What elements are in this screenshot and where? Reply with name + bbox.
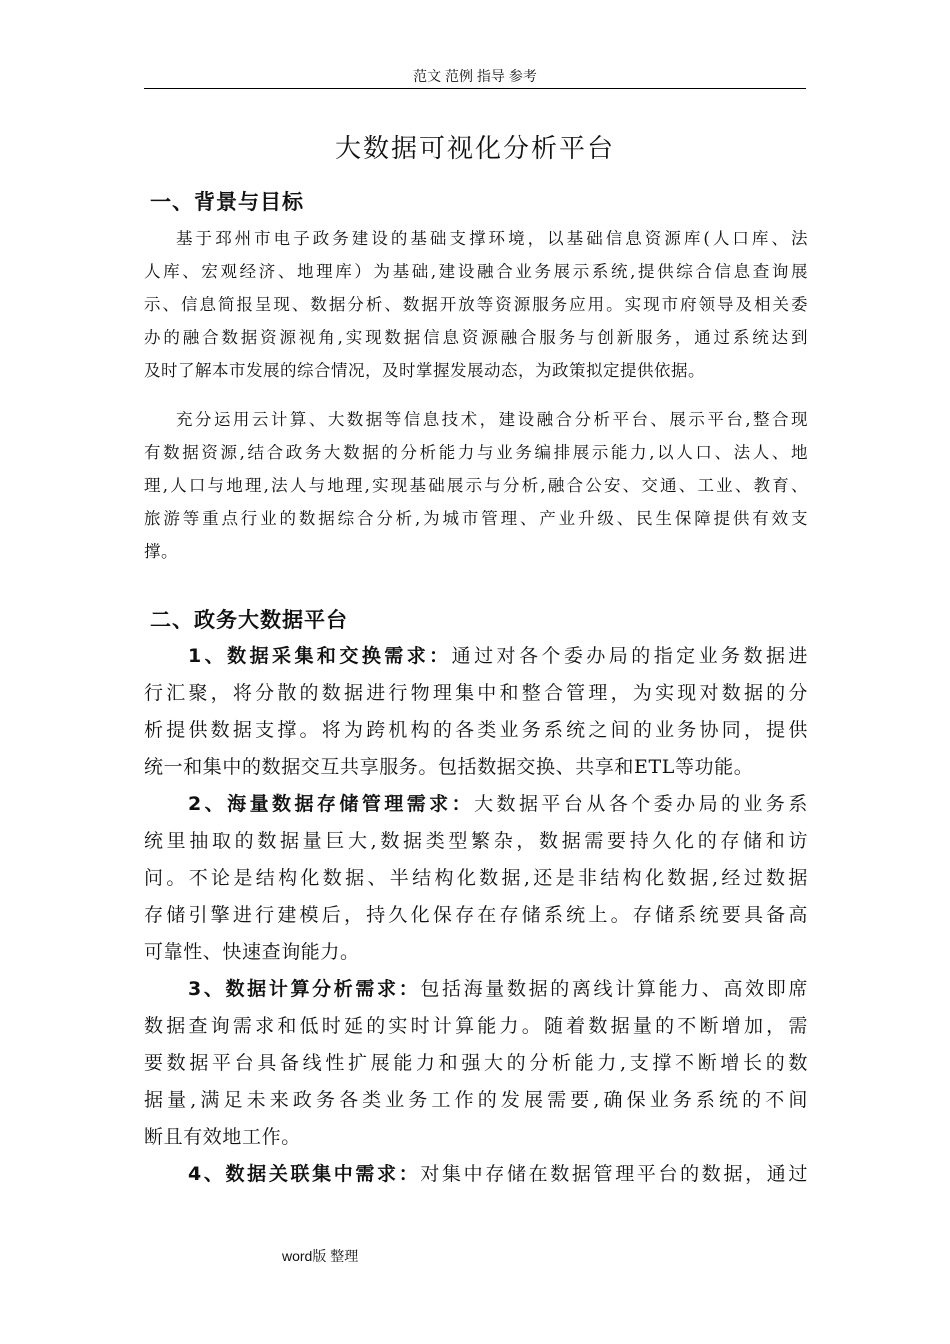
- requirement-text: 大数据平台从各个委办局的业务系: [474, 793, 808, 815]
- text-line: 问。不论是结构化数据、半结构化数据,还是非结构化数据,经过数据: [144, 867, 808, 889]
- paragraph-background-2: [144, 403, 808, 568]
- text-line: [144, 638, 808, 675]
- text-line: 有数据资源,结合政务大数据的分析能力与业务编排展示能力,以人口、法人、地: [144, 443, 808, 462]
- text-line: 统一和集中的数据交互共享服务。包括数据交换、共享和ETL等功能。: [144, 756, 754, 778]
- text-line: 行汇聚，将分散的数据进行物理集中和整合管理，为实现对数据的分: [144, 682, 808, 704]
- text-line: 数据查询需求和低时延的实时计算能力。随着数据量的不断增加，需: [144, 1015, 808, 1037]
- text-line: 据量,满足未来政务各类业务工作的发展需要,确保业务系统的不间: [144, 1089, 808, 1111]
- page-footer: word版 整理: [282, 1248, 359, 1264]
- text-line: 旅游等重点行业的数据综合分析,为城市管理、产业升级、民生保障提供有效支: [144, 509, 808, 528]
- requirement-label: 2、海量数据存储管理需求：: [188, 793, 475, 815]
- section-heading-platform: 二、政务大数据平台: [150, 608, 348, 632]
- requirement-text: 对集中存储在数据管理平台的数据，通过: [420, 1163, 808, 1185]
- requirement-item-3: [144, 971, 808, 1156]
- text-line: 存储引擎进行建模后，持久化保存在存储系统上。存储系统要具备高: [144, 904, 808, 926]
- text-line: 析提供数据支撑。将为跨机构的各类业务系统之间的业务协同，提供: [144, 719, 808, 741]
- requirement-text: 通过对各个委办局的指定业务数据进: [451, 645, 809, 667]
- document-title: 大数据可视化分析平台: [334, 134, 615, 164]
- requirement-label: 1、数据采集和交换需求：: [188, 645, 452, 667]
- text-line: 可靠性、快速查询能力。: [144, 941, 360, 963]
- page-header: 范文 范例 指导 参考: [144, 66, 806, 89]
- text-line: [144, 786, 808, 823]
- text-line: 办的融合数据资源视角,实现数据信息资源融合服务与创新服务，通过系统达到: [144, 328, 808, 347]
- text-line: 及时了解本市发展的综合情况，及时掌握发展动态，为政策拟定提供依据。: [144, 361, 705, 380]
- requirement-text: 包括海量数据的离线计算能力、高效即席: [420, 978, 808, 1000]
- text-line: 示、信息简报呈现、数据分析、数据开放等资源服务应用。实现市府领导及相关委: [144, 295, 808, 314]
- text-line: 要数据平台具备线性扩展能力和强大的分析能力,支撑不断增长的数: [144, 1052, 808, 1074]
- requirement-item-1: [144, 638, 808, 786]
- requirement-label: 3、数据计算分析需求：: [188, 978, 421, 1000]
- text-line: 统里抽取的数据量巨大,数据类型繁杂，数据需要持久化的存储和访: [144, 830, 808, 852]
- text-line: 充分运用云计算、大数据等信息技术，建设融合分析平台、展示平台,整合现: [176, 410, 808, 429]
- text-line: 断且有效地工作。: [144, 1126, 301, 1148]
- text-line: 撑。: [144, 542, 178, 561]
- paragraph-background-1: [144, 222, 808, 387]
- text-line: 基于邳州市电子政务建设的基础支撑环境，以基础信息资源库(人口库、法: [176, 229, 808, 248]
- text-line: [144, 971, 808, 1008]
- text-line: 人库、宏观经济、地理库）为基础,建设融合业务展示系统,提供综合信息查询展: [144, 262, 808, 281]
- requirement-item-2: [144, 786, 808, 971]
- text-line: [144, 1156, 808, 1193]
- text-line: 理,人口与地理,法人与地理,实现基础展示与分析,融合公安、交通、工业、教育、: [144, 476, 808, 495]
- section-heading-background: 一、背景与目标: [150, 190, 304, 214]
- requirement-label: 4、数据关联集中需求：: [188, 1163, 421, 1185]
- requirement-item-4: [144, 1156, 808, 1193]
